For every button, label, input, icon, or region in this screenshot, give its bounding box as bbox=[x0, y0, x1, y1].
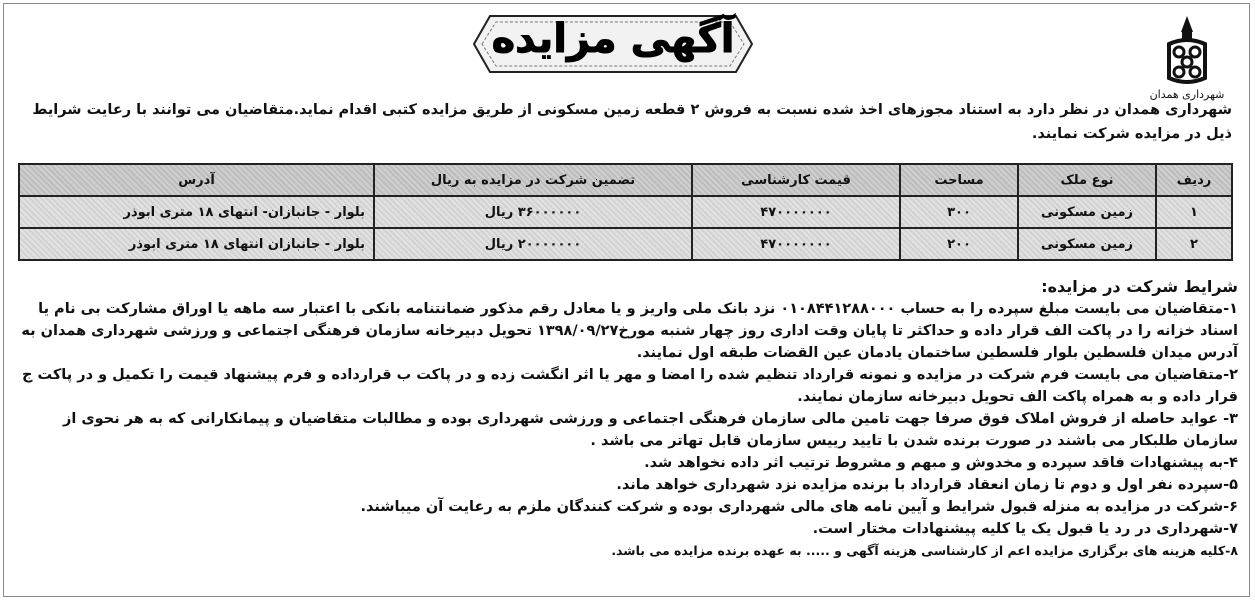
municipality-emblem-icon bbox=[1155, 14, 1219, 86]
condition-item: ۵-سپرده نفر اول و دوم تا زمان انعقاد قرارداد با برنده مزایده نزد شهرداری خواهد ماند. bbox=[616, 477, 1238, 493]
intro-paragraph: شهرداری همدان در نظر دارد به استناد مجوزهای اخذ شده نسبت به فروش ۲ قطعه زمین مسکونی از طریق مزایده کتبی اقدام نماید.متقاضیان می توانند با رعایت شرایط ذیل در مزایده شرکت نمایند. bbox=[32, 102, 1232, 142]
property-type: زمین مسکونی bbox=[1018, 196, 1156, 228]
condition-item: ۶-شرکت در مزایده به منزله قبول شرایط و آیین نامه های مالی شهرداری بوده و شرکت کنندگان ملزم به رعایت آن میباشند. bbox=[360, 499, 1238, 515]
deposit-guarantee: ۳۶۰۰۰۰۰۰ ریال bbox=[374, 196, 692, 228]
row-number: ۲ bbox=[1156, 228, 1232, 260]
condition-item: ۱-متقاضیان می بایست مبلغ سپرده را به حساب ۰۱۰۸۴۴۱۲۸۸۰۰۰ نزد بانک ملی واریز و یا معادل رقم مذکور ضمانتنامه بانکی با اعتبار سه ماهه یا اوراق مشارکت بی نام یا اسناد خزانه را در پاکت الف قرار داده و حداکثر تا پایان وقت اداری روز چهار شنبه مورخ۱۳۹۸/۰۹/۲۷ تحویل دبیرخانه سازمان فرهنگی اجتماعی و ورزشی شهرداری همدان به آدرس میدان فلسطین بلوار فلسطین ساختمان یادمان عین القضات طبقه اول نمایند. bbox=[21, 301, 1238, 361]
table-row bbox=[19, 228, 1232, 260]
properties-table bbox=[18, 163, 1233, 261]
logo-caption: شهرداری همدان bbox=[1149, 88, 1225, 101]
property-address: بلوار - جانبازان- انتهای ۱۸ متری ابوذر bbox=[19, 196, 374, 228]
condition-item: ۲-متقاضیان می بایست فرم شرکت در مزایده و نمونه قرارداد تنظیم شده را امضا و مهر یا اثر انگشت زده و در پاکت ب قرارداده و فرم پیشنهاد قیمت را تکمیل و در پاکت ج قرار داده و به همراه پاکت الف تحویل دبیرخانه سازمان نمایند. bbox=[22, 367, 1238, 405]
column-header: آدرس bbox=[19, 164, 374, 196]
column-header: ردیف bbox=[1156, 164, 1232, 196]
condition-item: ۸-کلیه هزینه های برگزاری مزایده اعم از کارشناسی هزینه آگهی و ..... به عهده برنده مزایده می باشد. bbox=[611, 543, 1238, 558]
table-row bbox=[19, 196, 1232, 228]
conditions-title: شرایط شرکت در مزایده: bbox=[1041, 277, 1238, 296]
column-header: تضمین شرکت در مزایده به ریال bbox=[374, 164, 692, 196]
column-header: قیمت کارشناسی bbox=[692, 164, 900, 196]
table-header-row bbox=[19, 164, 1232, 196]
deposit-guarantee: ۲۰۰۰۰۰۰۰ ریال bbox=[374, 228, 692, 260]
condition-item: ۷-شهرداری در رد یا قبول یک یا کلیه پیشنهادات مختار است. bbox=[812, 521, 1238, 537]
property-area: ۲۰۰ bbox=[900, 228, 1018, 260]
row-number: ۱ bbox=[1156, 196, 1232, 228]
title-banner bbox=[468, 10, 758, 78]
condition-item: ۳- عواید حاصله از فروش املاک فوق صرفا جهت تامین مالی سازمان فرهنگی اجتماعی و ورزشی شهرداری بوده و مطالبات متقاضیان و پیمانکارانی که به هر نحوی از سازمان طلبکار می باشند در صورت برنده شدن با تایید رییس سازمان قابل تهاتر می باشد . bbox=[63, 411, 1238, 449]
appraised-price: ۴۷۰۰۰۰۰۰۰ bbox=[692, 196, 900, 228]
condition-item: ۴-به پیشنهادات فاقد سپرده و مخدوش و مبهم و مشروط ترتیب اثر داده نخواهد شد. bbox=[644, 455, 1238, 471]
column-header: نوع ملک bbox=[1018, 164, 1156, 196]
conditions-section bbox=[14, 276, 1238, 562]
appraised-price: ۴۷۰۰۰۰۰۰۰ bbox=[692, 228, 900, 260]
property-address: بلوار - جانبازان انتهای ۱۸ متری ابوذر bbox=[19, 228, 374, 260]
property-type: زمین مسکونی bbox=[1018, 228, 1156, 260]
property-area: ۳۰۰ bbox=[900, 196, 1018, 228]
column-header: مساحت bbox=[900, 164, 1018, 196]
page-title: آگهی مزایده bbox=[491, 16, 735, 62]
